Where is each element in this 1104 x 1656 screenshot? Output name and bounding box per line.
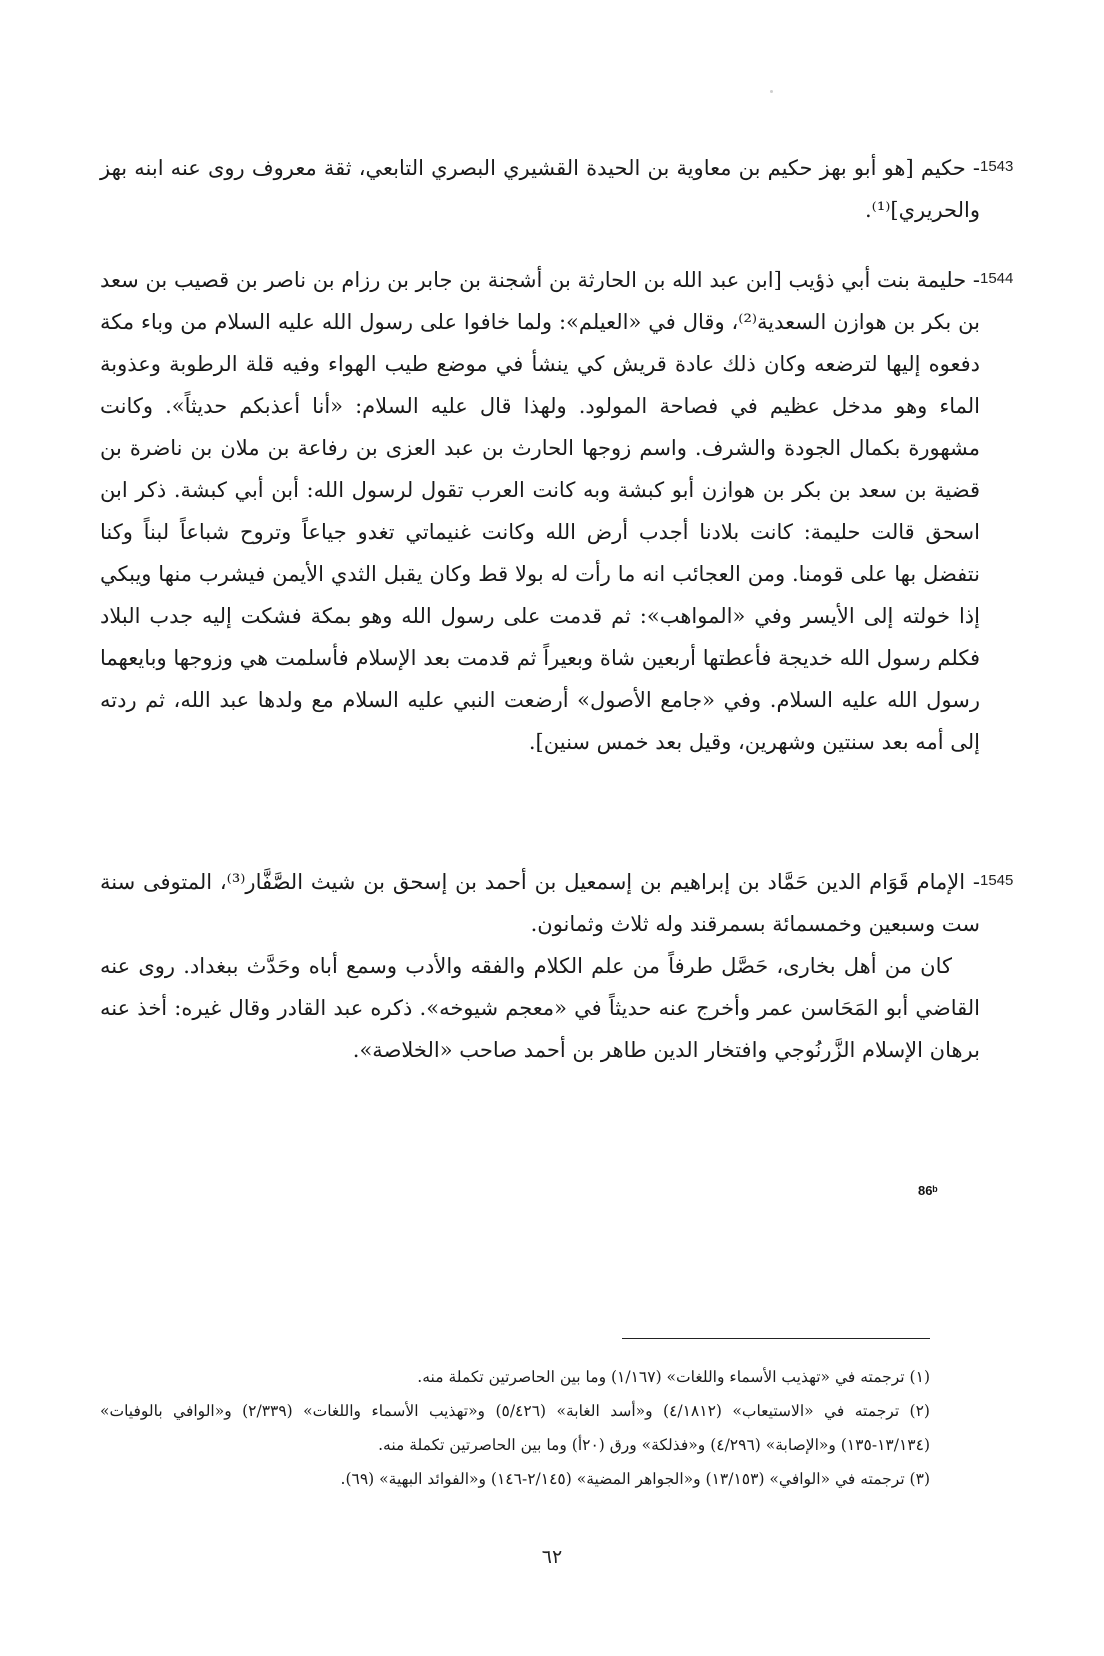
- page-number: ٦٢: [541, 1546, 563, 1568]
- entry-1545-text: - الإمام قَوَام الدين حَمَّاد بن إبراهيم بن إسمعيل بن أحمد بن إسحق بن شيث الصَّفَّار⁽³⁾، المتوفى سنة ست وسبعين وخمسمائة بسمرقند وله ثلاث وثمانون.: [100, 870, 980, 936]
- entry-1545-paragraph: [100, 945, 980, 1071]
- footnote-separator: [622, 1338, 930, 1339]
- scan-speck: [770, 90, 773, 93]
- entry-1545-paragraph-text: كان من أهل بخارى، حَصَّل طرفاً من علم الكلام والفقه والأدب وسمع أباه وحَدَّث ببغداد. روى عنه القاضي أبو المَحَاسن عمر وأخرج عنه حديثاً في «معجم شيوخه». ذكره عبد القادر وقال غيره: أخذ عنه برهان الإسلام الزَّرنُوجي وافتخار الدين طاهر بن أحمد صاحب «الخلاصة».: [100, 954, 980, 1062]
- footnotes: [100, 1360, 930, 1496]
- entry-number-1544: 1544: [980, 270, 1014, 287]
- entry-1545: [100, 861, 980, 1071]
- entry-1544: [100, 259, 980, 763]
- entry-1544-text: - حليمة بنت أبي ذؤيب [ابن عبد الله بن الحارثة بن أشجنة بن جابر بن رزام بن ناصر بن قصيب بن سعد بن بكر بن هوازن السعدية⁽²⁾، وقال في «العيلم»: ولما خافوا على رسول الله عليه السلام من وباء مكة دفعوه إليها لترضعه وكان ذلك عادة قريش كي ينشأ في موضع طيب الهواء وفيه قلة الرطوبة وعذوبة الماء وهو مدخل عظيم في فصاحة المولود. ولهذا قال عليه السلام: «أنا أعذبكم حديثاً». وكانت مشهورة بكمال الجودة والشرف. واسم زوجها الحارث بن عبد العزى بن رفاعة بن ملان بن ناضرة بن قضية بن سعد بن بكر بن هوازن أبو كبشة وبه كانت العرب تقول لرسول الله: أبن أبي كبشة. ذكر ابن اسحق قالت حليمة: كانت بلادنا أجدب أرض الله وكانت غنيماتي تغدو جياعاً وتروح شباعاً لبناً وكنا نتفضل بها على قومنا. ومن العجائب انه ما رأت له بولا قط وكان يقبل الثدي الأيمن فيشرب منها ويبكي إذا خولته إلى الأيسر وفي «المواهب»: ثم قدمت على رسول الله وهو بمكة فشكت إليه جدب البلاد فكلم رسول الله خديجة فأعطتها أربعين شاة وبعيراً ثم قدمت بعد الإسلام فأسلمت هي وزوجها وبايعهما رسول الله عليه السلام. وفي «جامع الأصول» أرضعت النبي عليه السلام مع ولدها عبد الله، ثم ردته إلى أمه بعد سنتين وشهرين، وقيل بعد خمس سنين].: [100, 268, 981, 754]
- footnote-3: (٣) ترجمته في «الوافي» (١٣/١٥٣) و«الجواهر المضية» (٢/١٤٥-١٤٦) و«الفوائد البهية» (٦٩).: [340, 1470, 930, 1488]
- entry-number-1545: 1545: [980, 872, 1014, 889]
- entry-1543-text: - حكيم [هو أبو بهز حكيم بن معاوية بن الحيدة القشيري البصري التابعي، ثقة معروف روى عنه ابنه بهز والحريري]⁽¹⁾.: [100, 156, 980, 222]
- entry-1543: [100, 147, 980, 231]
- manuscript-folio-note: 86ᵇ: [918, 1183, 938, 1198]
- footnote-1: (١) ترجمته في «تهذيب الأسماء واللغات» (١/١٦٧) وما بين الحاصرتين تكملة منه.: [417, 1368, 930, 1386]
- entry-number-1543: 1543: [980, 158, 1014, 175]
- footnote-2: (٢) ترجمته في «الاستيعاب» (٤/١٨١٢) و«أسد الغابة» (٥/٤٢٦) و«تهذيب الأسماء واللغات» (٢/٣٣٩) و«الوافي بالوفيات» (١٣/١٣٤-١٣٥) و«الإصابة» (٤/٢٩٦) و«فذلكة» ورق (٢٠أ) وما بين الحاصرتين تكملة منه.: [100, 1402, 930, 1454]
